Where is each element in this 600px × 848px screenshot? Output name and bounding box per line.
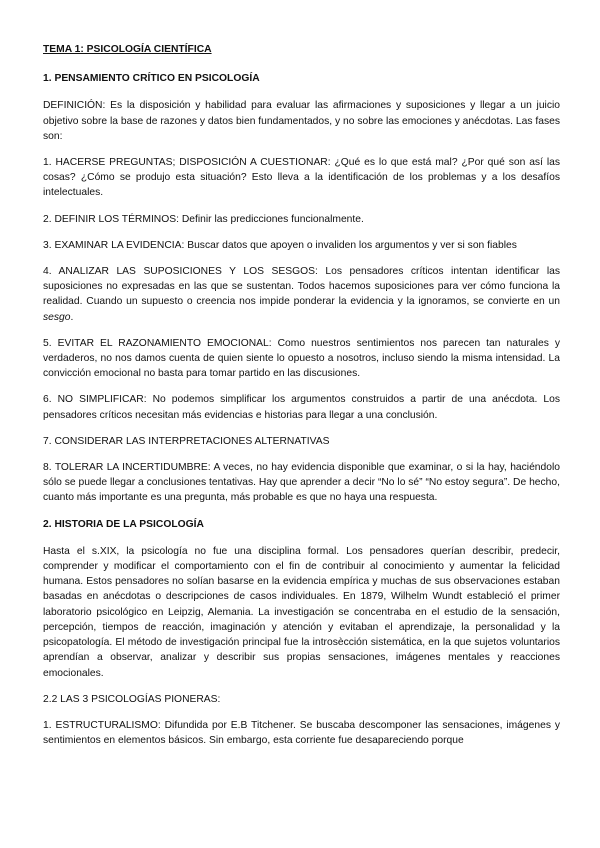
step-5-paragraph: 5. EVITAR EL RAZONAMIENTO EMOCIONAL: Como nuestros sentimientos nos parecen tan naturales y verdaderos, no nos damos cuenta de quien siente lo opuesto a nosotros, incluso siendo la misma intensidad. La convicción emocional no basta para tomar partido en las discusiones. xyxy=(43,337,560,380)
step-4-term-sesgo: sesgo xyxy=(43,311,71,323)
step-8-paragraph: 8. TOLERAR LA INCERTIDUMBRE: A veces, no hay evidencia disponible que examinar, o si la hay, haciéndolo sólo se puede llegar a conclusiones tentativas. Hay que aprender a decir “No lo sé” “No estoy segura”. De hecho, cuanto más importante es una pregunta, más probable es que no haya una respuesta. xyxy=(43,462,560,504)
step-7-paragraph: 7. CONSIDERAR LAS INTERPRETACIONES ALTERNATIVAS xyxy=(43,435,330,447)
step-4-text: 4. ANALIZAR LAS SUPOSICIONES Y LOS SESGOS: Los pensadores críticos intentan identificar las suposiciones no expresadas en las que se sustentan. Todos hacemos suposiciones para ver cómo funciona la realidad. Cuando un supuesto o creencia nos impide ponderar la evidencia y la ignoramos, se convierte en un xyxy=(43,266,560,308)
step-2-paragraph: 2. DEFINIR LOS TÉRMINOS: Definir las predicciones funcionalmente. xyxy=(43,213,364,225)
history-paragraph: Hasta el s.XIX, la psicología no fue una disciplina formal. Los pensadores querían describir, predecir, comprender y modificar el comportamiento con el fin de contribuir al conocimiento y aumentar la felicidad humana. Estos pensadores no solían basarse en la evidencia empírica y muchas de sus observaciones estaban basadas en anécdotas o descripciones de casos individuales. En 1879, Wilhelm Wundt estableció el primer laboratorio psicológico en Leipzig, Alemania. La investigación se concentraba en el estudio de la sensación, percepción, tiempos de reacción, imaginación y atención y evitaban el aprendizaje, la personalidad y la psicopatología. El método de investigación principal fue la introsècción sistemática, en la que sujetos voluntarios aprendían a observar, analizar y describir sus propias sensaciones, imágenes mentales y reacciones emocionales. xyxy=(43,545,560,679)
section-heading-pensamiento-critico: 1. PENSAMIENTO CRÍTICO EN PSICOLOGÍA xyxy=(43,73,260,85)
structuralism-paragraph: 1. ESTRUCTURALISMO: Difundida por E.B Titchener. Se buscaba descomponer las sensaciones, imágenes y sentimientos en elementos básicos. Sin embargo, esta corriente fue desapareciendo porque xyxy=(43,719,560,747)
section-heading-historia: 2. HISTORIA DE LA PSICOLOGÍA xyxy=(43,518,204,530)
step-3-paragraph: 3. EXAMINAR LA EVIDENCIA: Buscar datos que apoyen o invaliden los argumentos y ver si son fiables xyxy=(43,239,517,251)
document-title: TEMA 1: PSICOLOGÍA CIENTÍFICA xyxy=(43,44,212,55)
step-4-paragraph: 4. ANALIZAR LAS SUPOSICIONES Y LOS SESGOS: Los pensadores críticos intentan identificar las suposiciones no expresadas en las que se sustentan. Todos hacemos suposiciones para ver cómo funciona la realidad. Cuando un supuesto o creencia nos impide ponderar la evidencia y la ignoramos, se convierte en un sesgo. xyxy=(43,266,560,323)
step-6-paragraph: 6. NO SIMPLIFICAR: No podemos simplificar los argumentos construidos a partir de una anécdota. Los pensadores críticos necesitan más evidencias e historias para llegar a una conclusión. xyxy=(43,394,560,421)
step-1-paragraph: 1. HACERSE PREGUNTAS; DISPOSICIÓN A CUESTIONAR: ¿Qué es lo que está mal? ¿Por qué son así las cosas? ¿Cómo se produjo esta situación? Esto lleva a la identificación de los problemas y a los desafíos intelectuales. xyxy=(43,157,560,199)
definition-paragraph: DEFINICIÓN: Es la disposición y habilidad para evaluar las afirmaciones y suposiciones y llegar a un juicio objetivo sobre la base de razones y datos bien fundamentados, y no sobre las emociones y anécdotas. Las fases son: xyxy=(43,100,560,142)
subsection-heading-psicologias-pioneras: 2.2 LAS 3 PSICOLOGÍAS PIONERAS: xyxy=(43,693,221,705)
